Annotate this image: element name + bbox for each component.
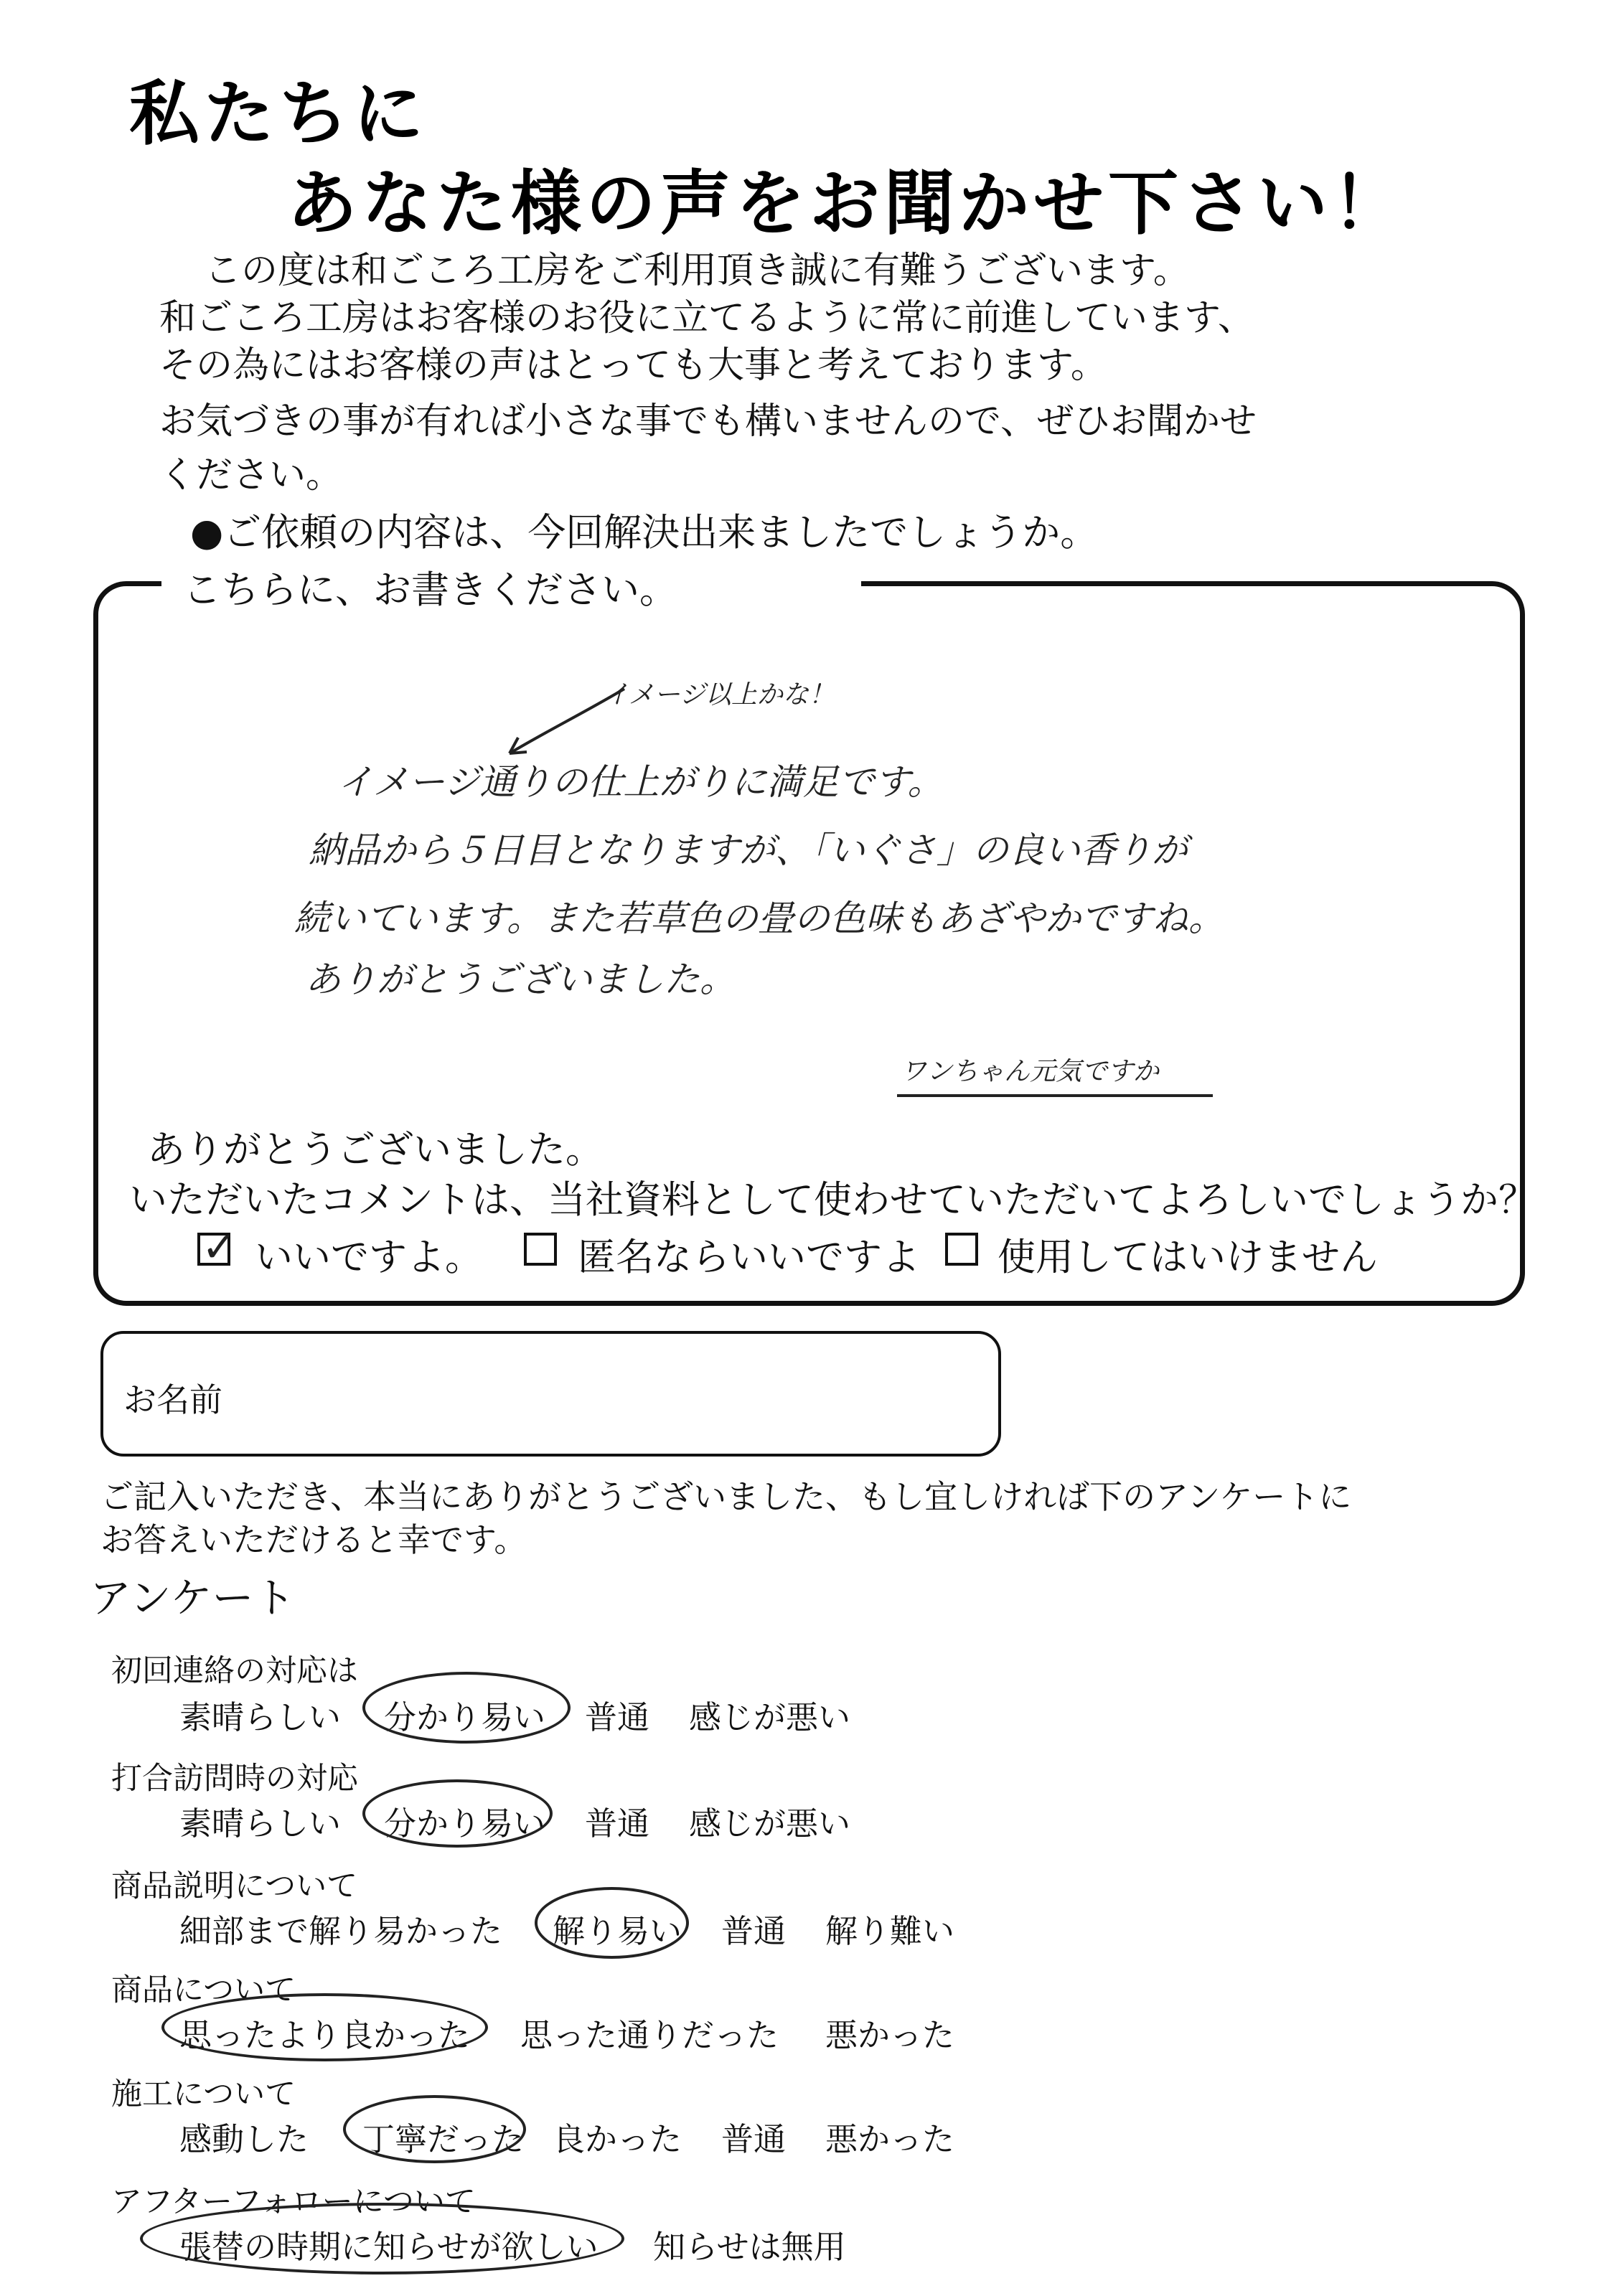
permission-question: いただいたコメントは、当社資料として使わせていただいてよろしいでしょうか？ [129,1178,1536,1222]
handwritten-line: ありがとうございました。 [305,959,736,1000]
survey-option[interactable]: 普通 [721,1912,787,1950]
survey-question: 商品について [111,1972,296,2008]
name-label: お名前 [123,1380,222,1419]
selection-circle [140,2203,624,2274]
note-underline [897,1094,1213,1097]
permission-checkbox-yes[interactable] [197,1223,237,1271]
permission-option-label: いいですよ。 [255,1236,483,1279]
permission-checkbox-no[interactable] [945,1233,978,1266]
write-here-label: こちらに、お書きください。 [183,568,677,612]
intro-line: その為にはお客様の声はとっても大事と考えております。 [159,344,1107,387]
survey-title: アンケート [90,1573,296,1622]
handwritten-line: イメージ通りの仕上がりに満足です。 [337,761,944,803]
survey-option[interactable]: 悪かった [825,2120,955,2158]
survey-question: アフターフォローについて [111,2184,476,2220]
resolution-question: ●ご依頼の内容は、今回解決出来ましたでしょうか。 [190,511,1099,555]
check-icon: ✓ [202,1223,237,1271]
survey-option[interactable]: 細部まで解り易かった [179,1912,503,1950]
survey-option[interactable]: 感じが悪い [689,1805,851,1843]
selection-circle [362,1672,571,1744]
permission-option-label: 使用してはいけません [998,1236,1378,1279]
selection-circle [362,1779,553,1848]
survey-option-selected[interactable]: 丁寧だった [362,2120,525,2158]
handwritten-line: 続いています。また若草色の畳の色味もあざやかですね。 [294,898,1224,939]
survey-option-selected[interactable]: 張替の時期に知らせが欲しい [179,2228,599,2266]
survey-question: 打合訪問時の対応 [111,1761,358,1797]
closing-line: ご記入いただき、本当にありがとうございました、もし宜しければ下のアンケートに [100,1477,1352,1516]
permission-option-label: 匿名ならいいですよ [578,1236,920,1279]
handwritten-note: ワンちゃん元気ですか [901,1057,1160,1086]
survey-option[interactable]: 素晴らしい [179,1698,342,1736]
survey-option-selected[interactable]: 分かり易い [384,1805,546,1843]
closing-line: お答えいただけると幸です。 [100,1520,527,1559]
thanks-text: ありがとうございました。 [147,1128,604,1172]
survey-option[interactable]: 思った通りだった [520,2016,779,2054]
survey-option-selected[interactable]: 思ったより良かった [179,2016,471,2054]
survey-question: 施工について [111,2076,296,2112]
intro-line: ください。 [159,454,343,497]
survey-option[interactable]: 普通 [721,2120,787,2158]
survey-option-selected[interactable]: 分かり易い [384,1698,546,1736]
title-line-2: あなた様の声をお聞かせ下さい！ [287,162,1407,245]
survey-question: 商品説明について [111,1868,358,1904]
handwritten-line: 納品から５日目となりますが、「いぐさ」の良い香りが [309,829,1188,871]
survey-option[interactable]: 普通 [585,1698,650,1736]
survey-option-selected[interactable]: 解り易い [553,1912,682,1950]
intro-line: 和ごころ工房はお客様のお役に立てるように常に前進しています、 [159,297,1254,339]
survey-option[interactable]: 良かった [553,2120,682,2158]
survey-option[interactable]: 普通 [585,1805,650,1843]
survey-option[interactable]: 感じが悪い [689,1698,851,1736]
selection-circle [343,2095,526,2163]
handwritten-annotation: イメージ以上かな！ [603,680,835,710]
survey-option[interactable]: 知らせは無用 [653,2228,846,2266]
survey-option[interactable]: 素晴らしい [179,1805,342,1843]
name-field[interactable] [100,1331,1001,1457]
survey-question: 初回連絡の対応は [111,1653,358,1689]
intro-line: この度は和ごころ工房をご利用頂き誠に有難うございます。 [205,250,1190,292]
intro-line: お気づきの事が有れば小さな事でも構いませんので、ぜひお聞かせ [159,400,1257,443]
survey-option[interactable]: 悪かった [825,2016,955,2054]
permission-checkbox-anonymous[interactable] [524,1233,557,1266]
title-line-1: 私たちに [129,72,428,155]
selection-circle [161,1993,488,2061]
selection-circle [535,1887,689,1959]
survey-option[interactable]: 解り難い [825,1912,955,1950]
survey-option[interactable]: 感動した [179,2120,309,2158]
